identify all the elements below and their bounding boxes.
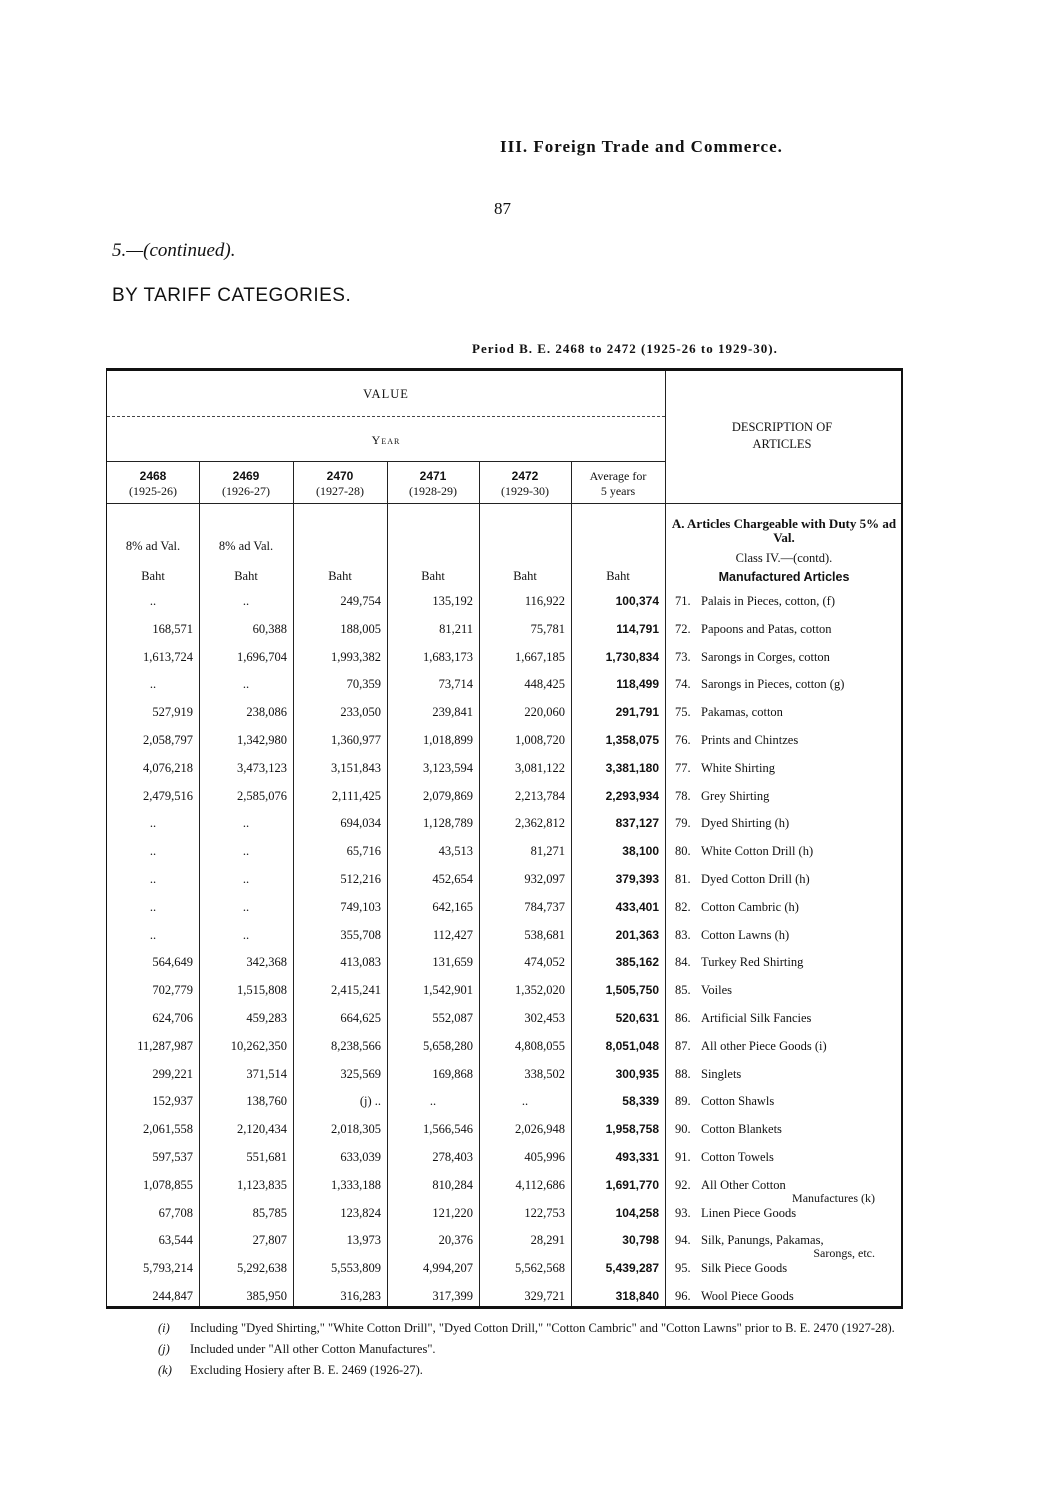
value-cell: 81,271 [530,844,565,859]
value-cell: 355,708 [340,927,381,942]
value-cell: 302,453 [524,1011,565,1025]
value-cell: 43,513 [438,844,473,859]
average-value: 100,374 [615,594,659,608]
article-description [675,1011,811,1026]
value-cell: 1,008,720 [515,733,565,747]
value-cell: 2,213,784 [515,788,565,803]
article-description [675,1206,796,1221]
year-column-period: (1929-30) [501,484,549,498]
article-number: 85. [675,983,691,998]
year-column-header [293,469,387,499]
article-name: Silk, Panungs, Pakamas, [701,1233,824,1248]
average-value: 8,051,048 [605,1038,659,1053]
value-cell: 474,052 [524,955,565,970]
value-cell: 664,625 [340,1011,381,1025]
value-cell: 2,585,076 [237,788,287,803]
value-cell: 239,841 [432,705,473,720]
value-cell: 5,658,280 [423,1038,473,1053]
article-number: 78. [675,788,691,803]
average-value: 493,331 [615,1150,659,1164]
article-name-continued: Manufactures (k) [792,1190,875,1205]
article-name: All Other Cotton [701,1177,786,1192]
footnote-mark: (i) [158,1321,170,1335]
year-column-period: 5 years [600,484,636,498]
average-value: 318,840 [615,1289,659,1303]
unit-label: Baht [606,569,630,583]
value-cell: 2,026,948 [515,1122,565,1137]
article-number: 83. [675,927,691,942]
value-cell: 168,571 [152,621,193,636]
article-number: 90. [675,1122,691,1137]
value-cell: .. [242,677,250,692]
article-number: 80. [675,844,691,859]
value-cell: 512,216 [340,872,381,886]
article-description [675,816,789,831]
average-value: 2,293,934 [605,788,659,803]
average-value: 1,691,770 [605,1177,659,1192]
article-name: White Cotton Drill (h) [701,844,814,859]
value-cell: .. [242,899,250,914]
average-value: 1,958,758 [605,1122,659,1137]
year-header: Year [371,433,401,447]
value-cell: 27,807 [252,1233,287,1248]
article-number: 87. [675,1038,691,1053]
average-value: 837,127 [615,816,659,831]
value-cell: 1,123,835 [237,1177,287,1192]
year-column-period: (1926-27) [222,484,270,498]
article-name: Papoons and Patas, cotton [701,621,832,636]
value-cell: 371,514 [246,1066,287,1081]
value-cell: 1,542,901 [423,983,473,998]
value-cell: 5,793,214 [143,1261,193,1276]
value-cell: .. [521,1094,529,1109]
article-number: 86. [675,1011,691,1025]
value-cell: 152,937 [152,1094,193,1109]
article-name: Voiles [701,983,733,998]
value-cell: 932,097 [524,872,565,886]
value-cell: 135,192 [432,594,473,608]
value-cell: 2,479,516 [143,788,193,803]
value-cell: 1,515,808 [237,983,287,998]
value-cell: 342,368 [246,955,287,970]
footnotes [158,1321,900,1384]
average-value: 379,393 [615,872,659,886]
value-cell: 413,083 [340,955,381,970]
page-number: 87 [494,199,511,218]
value-cell: (j) .. [359,1094,381,1109]
value-cell: 1,078,855 [143,1177,193,1192]
average-value: 433,401 [615,899,659,914]
year-column-period: (1927-28) [316,484,364,498]
article-number: 94. [675,1233,691,1248]
footnote-mark: (k) [158,1363,172,1377]
value-cell: 81,211 [439,621,473,636]
continued-title: 5.—(continued). [112,240,236,261]
year-column-year: 2472 [511,469,539,483]
article-name: Silk Piece Goods [701,1261,788,1276]
value-cell: .. [149,594,157,608]
average-value: 520,631 [615,1011,659,1025]
value-cell: 13,973 [346,1233,381,1248]
value-cell: .. [429,1094,437,1109]
value-cell: 5,562,568 [515,1261,565,1276]
article-name: Grey Shirting [701,788,770,803]
footnote-text: Excluding Hosiery after B. E. 2469 (1926-27). [190,1363,423,1377]
article-description [675,900,799,915]
article-name: All other Piece Goods (i) [701,1038,827,1053]
year-column-year: 2471 [419,469,447,483]
value-cell: 233,050 [340,705,381,720]
article-name: Cotton Blankets [701,1122,782,1137]
value-header: VALUE [363,387,409,401]
article-description [675,1067,741,1082]
value-cell: 188,005 [340,621,381,636]
class-heading: Class IV.—(contd). [735,551,833,565]
average-value: 104,258 [615,1205,659,1220]
article-description [675,1094,774,1109]
average-value: 30,798 [622,1233,659,1248]
duty-note: 8% ad Val. [125,539,181,553]
value-cell: 8,238,566 [331,1038,381,1053]
value-cell: .. [242,594,250,608]
article-name: Singlets [701,1066,742,1081]
value-cell: 3,123,594 [423,760,473,775]
unit-label: Baht [513,569,537,583]
value-cell: 448,425 [524,677,565,692]
article-name: Prints and Chintzes [701,733,799,747]
value-cell: 749,103 [340,899,381,914]
average-value: 1,730,834 [605,649,659,664]
value-cell: 3,081,122 [515,760,565,775]
footnote-text: Included under "All other Cotton Manufactures". [190,1342,436,1356]
value-cell: 1,018,899 [423,733,473,747]
value-cell: 1,993,382 [331,649,381,664]
value-cell: 1,566,546 [423,1122,473,1137]
value-cell: 564,649 [152,955,193,970]
article-number: 75. [675,705,691,720]
footnote-text: Including "Dyed Shirting," "White Cotton Drill", "Dyed Cotton Drill," "Cotton Cambric" and "Cotton Lawns" prior to B. E. 2470 (1927-28). [190,1321,895,1335]
article-name: Artificial Silk Fancies [701,1011,812,1025]
year-column-period: (1928-29) [409,484,457,498]
article-description [675,1178,875,1206]
article-number: 82. [675,899,691,914]
value-cell: 70,359 [346,677,381,692]
value-cell: 1,342,980 [237,733,287,747]
value-cell: 169,868 [432,1066,473,1081]
article-name: Turkey Red Shirting [701,955,804,970]
article-description [675,705,783,720]
value-cell: 1,696,704 [237,649,287,664]
value-cell: 1,613,724 [143,649,193,664]
article-name: Sarongs in Pieces, cotton (g) [701,677,845,692]
average-value: 58,339 [622,1094,659,1109]
article-number: 77. [675,760,691,775]
value-cell: 702,779 [152,983,193,998]
value-cell: 459,283 [246,1011,287,1025]
value-cell: 2,058,797 [143,733,193,747]
value-cell: 405,996 [524,1150,565,1164]
article-number: 81. [675,872,691,886]
value-cell: 238,086 [246,705,287,720]
article-name: Sarongs in Corges, cotton [701,649,830,664]
value-cell: 122,753 [524,1205,565,1220]
year-column-year: 2468 [139,469,167,483]
article-description [675,1289,794,1304]
average-value: 201,363 [615,927,659,942]
value-cell: .. [149,816,157,831]
value-cell: 452,654 [432,872,473,886]
article-name: Cotton Cambric (h) [701,899,799,914]
value-cell: 2,111,425 [331,788,381,803]
value-cell: 2,079,869 [423,788,473,803]
value-cell: 20,376 [438,1233,473,1248]
average-value: 3,381,180 [605,760,659,775]
value-cell: 1,128,789 [423,816,473,831]
year-column-period: (1925-26) [129,484,177,498]
article-name: Wool Piece Goods [701,1289,794,1303]
article-number: 72. [675,621,691,636]
average-value: 38,100 [622,844,659,859]
value-cell: 551,681 [246,1150,287,1164]
value-cell: .. [149,927,157,942]
average-value: 1,505,750 [605,983,659,998]
article-description [675,1122,782,1137]
value-cell: 138,760 [246,1094,287,1109]
article-description [675,650,830,665]
average-value: 114,791 [616,621,659,636]
value-cell: 552,087 [432,1011,473,1025]
group-heading: Manufactured Articles [718,570,850,584]
value-cell: 220,060 [524,705,565,720]
article-name: Linen Piece Goods [701,1205,797,1220]
article-number: 88. [675,1066,691,1081]
article-description [675,1150,774,1165]
year-column-header [107,469,199,499]
value-cell: 2,362,812 [515,816,565,831]
value-cell: 385,950 [246,1289,287,1303]
article-description [675,844,813,859]
value-cell: 2,120,434 [237,1122,287,1137]
article-description [675,928,789,943]
value-cell: .. [149,844,157,859]
footnote [158,1321,900,1336]
year-column-year: Average for [589,469,647,483]
article-description [675,733,798,748]
value-cell: 597,537 [152,1150,193,1164]
value-cell: 338,502 [524,1066,565,1081]
value-cell: 278,403 [432,1150,473,1164]
value-cell: 694,034 [340,816,381,831]
unit-label: Baht [421,569,445,583]
value-cell: 123,824 [340,1205,381,1220]
value-cell: 2,415,241 [331,983,381,998]
article-description [675,1261,787,1276]
year-column-year: 2470 [326,469,354,483]
value-cell: 329,721 [524,1289,565,1303]
value-cell: .. [242,927,250,942]
value-cell: .. [242,872,250,886]
average-value: 300,935 [615,1066,659,1081]
average-value: 5,439,287 [605,1261,659,1276]
article-description [675,872,810,887]
unit-label: Baht [234,569,258,583]
value-cell: 538,681 [524,927,565,942]
article-number: 91. [675,1150,691,1164]
value-cell: 317,399 [432,1289,473,1303]
value-cell: 325,569 [340,1066,381,1081]
description-header: DESCRIPTION OF ARTICLES [731,420,833,451]
article-number: 89. [675,1094,691,1109]
article-name: Pakamas, cotton [701,705,783,720]
value-cell: .. [149,872,157,886]
value-cell: 4,112,686 [515,1177,565,1192]
year-column-header [387,469,479,499]
value-cell: 112,427 [432,927,473,942]
value-cell: 28,291 [530,1233,565,1248]
article-number: 76. [675,733,691,747]
duty-note: 8% ad Val. [218,539,274,553]
value-cell: 60,388 [252,621,287,636]
footnote [158,1363,900,1378]
article-description [675,1039,827,1054]
article-description [675,1233,875,1261]
article-number: 93. [675,1205,691,1220]
article-description [675,955,803,970]
average-value: 1,358,075 [605,733,659,747]
article-name: Palais in Pieces, cotton, (f) [701,594,835,608]
article-name: Cotton Shawls [701,1094,775,1109]
article-number: 95. [675,1261,691,1276]
value-cell: 244,847 [152,1289,193,1303]
value-cell: 810,284 [432,1177,473,1192]
article-number: 74. [675,677,691,692]
value-cell: 249,754 [340,594,381,608]
article-description [675,677,844,692]
value-cell: 121,220 [432,1205,473,1220]
section-heading: A. Articles Chargeable with Duty 5% ad Val. [671,516,897,545]
value-cell: 63,544 [158,1233,193,1248]
value-cell: 527,919 [152,705,193,720]
value-cell: 1,667,185 [515,649,565,664]
footnote [158,1342,900,1357]
value-cell: 65,716 [346,844,381,859]
article-description [675,622,832,637]
value-cell: 1,683,173 [423,649,473,664]
average-value: 385,162 [615,955,659,970]
value-cell: 4,808,055 [515,1038,565,1053]
article-description [675,789,769,804]
article-number: 71. [675,594,691,608]
year-column-year: 2469 [232,469,260,483]
value-cell: 633,039 [340,1150,381,1164]
article-number: 96. [675,1289,691,1303]
value-cell: 10,262,350 [230,1038,287,1053]
tariff-categories-title: BY TARIFF CATEGORIES. [112,285,352,306]
value-cell: 4,076,218 [143,760,193,775]
article-description [675,983,732,998]
value-cell: 2,018,305 [331,1122,381,1137]
value-cell: 784,737 [524,899,565,914]
value-cell: 2,061,558 [143,1122,193,1137]
value-cell: 3,151,843 [331,760,381,775]
article-number: 92. [675,1177,691,1192]
value-cell: 85,785 [252,1205,287,1220]
average-value: 291,791 [615,705,659,720]
value-cell: 1,352,020 [515,983,565,998]
unit-label: Baht [328,569,352,583]
value-cell: 624,706 [152,1011,193,1025]
year-column-header [199,469,293,499]
trade-table [106,368,903,1309]
article-name: Cotton Lawns (h) [701,927,790,942]
average-value: 118,499 [616,677,659,692]
section-header: III. Foreign Trade and Commerce. [500,137,783,156]
value-cell: 116,922 [524,594,565,608]
value-cell: .. [149,899,157,914]
value-cell: .. [242,844,250,859]
value-cell: 5,292,638 [237,1261,287,1276]
year-column-header [571,469,665,499]
article-name: Dyed Cotton Drill (h) [701,872,810,886]
article-name: Cotton Towels [701,1150,774,1164]
article-number: 84. [675,955,691,970]
value-cell: .. [149,677,157,692]
article-number: 79. [675,816,691,831]
value-cell: 67,708 [158,1205,193,1220]
value-cell: 4,994,207 [423,1261,473,1276]
unit-label: Baht [141,569,165,583]
value-cell: 1,360,977 [331,733,381,747]
article-description [675,761,775,776]
year-column-header [479,469,571,499]
value-cell: 131,659 [432,955,473,970]
article-name: Dyed Shirting (h) [701,816,790,831]
value-cell: .. [242,816,250,831]
value-cell: 3,473,123 [237,760,287,775]
article-name: White Shirting [701,760,775,775]
value-cell: 75,781 [530,621,565,636]
value-cell: 11,287,987 [137,1038,193,1053]
value-cell: 642,165 [432,899,473,914]
value-cell: 5,553,809 [331,1261,381,1276]
article-number: 73. [675,649,691,664]
value-cell: 1,333,188 [331,1177,381,1192]
footnote-mark: (j) [158,1342,170,1356]
value-cell: 316,283 [340,1289,381,1303]
period-caption: Period B. E. 2468 to 2472 (1925-26 to 1929-30). [472,341,778,356]
value-cell: 73,714 [438,677,473,692]
value-cell: 299,221 [152,1066,193,1081]
article-name-continued: Sarongs, etc. [813,1246,875,1261]
article-description [675,594,835,609]
